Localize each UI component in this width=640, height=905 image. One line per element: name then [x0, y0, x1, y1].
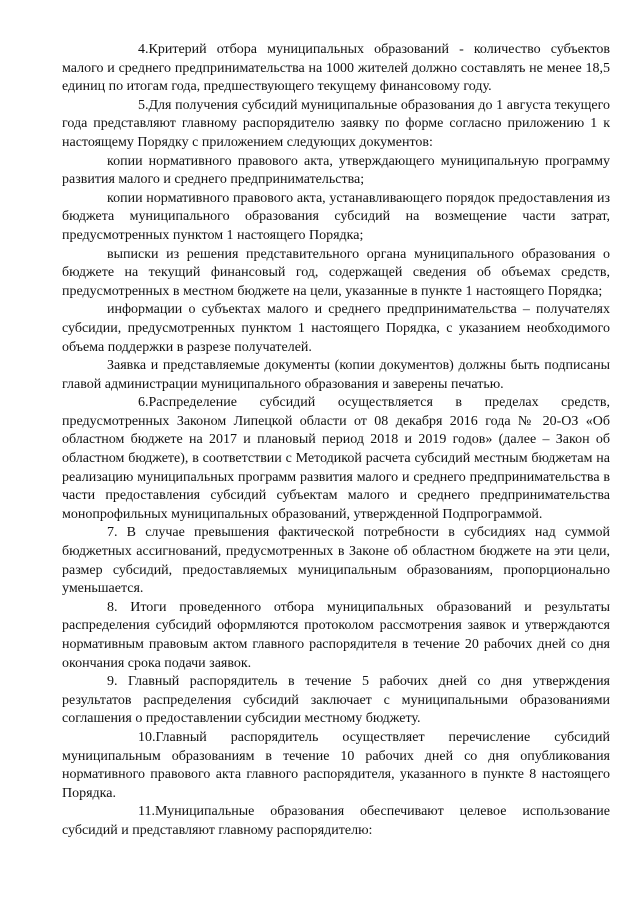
- paragraph-number: 11.: [138, 804, 155, 820]
- list-item-procedure-copy: [62, 190, 610, 246]
- paragraph-signature-note: [62, 357, 610, 394]
- paragraph-text: Для получения субсидий муниципальные образования до 1 августа текущего года представляют главному распорядителю заявку по форме согласно приложению 1 к настоящему Порядку с приложением следующих документов:: [62, 97, 610, 150]
- paragraph-4: [62, 41, 610, 97]
- list-item-budget-extract: [62, 246, 610, 302]
- paragraph-text: информации о субъектах малого и среднего предпринимательства – получателях субсидии, предусмотренных пунктом 1 настоящего Порядка, с указанием необходимого объема поддержки в разрезе получателей.: [62, 302, 610, 355]
- paragraph-number: 10.: [138, 729, 156, 745]
- paragraph-text: Распределение субсидий осуществляется в пределах средств, предусмотренных Законом Липецкой области от 08 декабря 2016 года № 20-ОЗ «Об областном бюджете на 2017 и плановый период 2018 и 2019 годов» (далее – Закон об областном бюджете), в соответствии с Методикой расчета субсидий местным бюджетам на реализацию муниципальных программ развития малого и среднего предпринимательства в части предоставления субсидий субъектам малого и среднего предпринимательства монопрофильных муниципальных образований, утвержденной Подпрограммой.: [62, 395, 610, 522]
- paragraph-text: Главный распорядитель осуществляет перечисление субсидий муниципальным образованиям в течение 10 рабочих дней со дня опубликования нормативного правового акта главного распорядителя, указанного в пункте 8 настоящего Порядка.: [62, 729, 610, 801]
- paragraph-text: 9. Главный распорядитель в течение 5 рабочих дней со дня утверждения результатов распределения субсидий заключает с муниципальными образованиями соглашения о предоставлении субсидии местному бюджету.: [62, 674, 610, 727]
- paragraph-8: [62, 599, 610, 673]
- paragraph-text: Муниципальные образования обеспечивают целевое использование субсидий и представляют главному распорядителю:: [62, 804, 610, 838]
- paragraph-5: [62, 97, 610, 153]
- paragraph-text: Заявка и представляемые документы (копии документов) должны быть подписаны главой администрации муниципального образования и заверены печатью.: [62, 358, 610, 392]
- paragraph-7: [62, 524, 610, 598]
- paragraph-text: копии нормативного правового акта, устанавливающего порядок предоставления из бюджета муниципального образования субсидий на возмещение части затрат, предусмотренных пунктом 1 настоящего Порядка;: [62, 190, 610, 243]
- document-body: [62, 41, 610, 841]
- paragraph-text: Критерий отбора муниципальных образований - количество субъектов малого и среднего предпринимательства на 1000 жителей должно составлять не менее 18,5 единиц по итогам года, предшествующего текущему финансовому году.: [62, 42, 610, 95]
- paragraph-10: [62, 729, 610, 803]
- list-item-regulation-copy: [62, 153, 610, 190]
- paragraph-11: [62, 803, 610, 840]
- paragraph-number: 4.: [138, 42, 149, 57]
- paragraph-number: 6.: [138, 395, 149, 411]
- paragraph-text: 8. Итоги проведенного отбора муниципальных образований и результаты распределения субсидий оформляются протоколом рассмотрения заявок и утверждаются нормативным правовым актом главного распорядителя в течение 20 рабочих дней со дня окончания срока подачи заявок.: [62, 599, 610, 671]
- paragraph-text: 7. В случае превышения фактической потребности в субсидиях над суммой бюджетных ассигнований, предусмотренных в Законе об областном бюджете на эти цели, размер субсидий, предоставляемых муниципальным образованиям, пропорционально уменьшается.: [62, 525, 610, 597]
- list-item-recipients-info: [62, 301, 610, 357]
- paragraph-6: [62, 394, 610, 524]
- paragraph-9: [62, 673, 610, 729]
- paragraph-number: 5.: [138, 97, 149, 113]
- paragraph-text: выписки из решения представительного органа муниципального образования о бюджете на текущий финансовый год, содержащей сведения об объемах средств, предусмотренных в местном бюджете на цели, указанные в пункте 1 настоящего Порядка;: [62, 246, 610, 299]
- paragraph-text: копии нормативного правового акта, утверждающего муниципальную программу развития малого и среднего предпринимательства;: [62, 153, 610, 188]
